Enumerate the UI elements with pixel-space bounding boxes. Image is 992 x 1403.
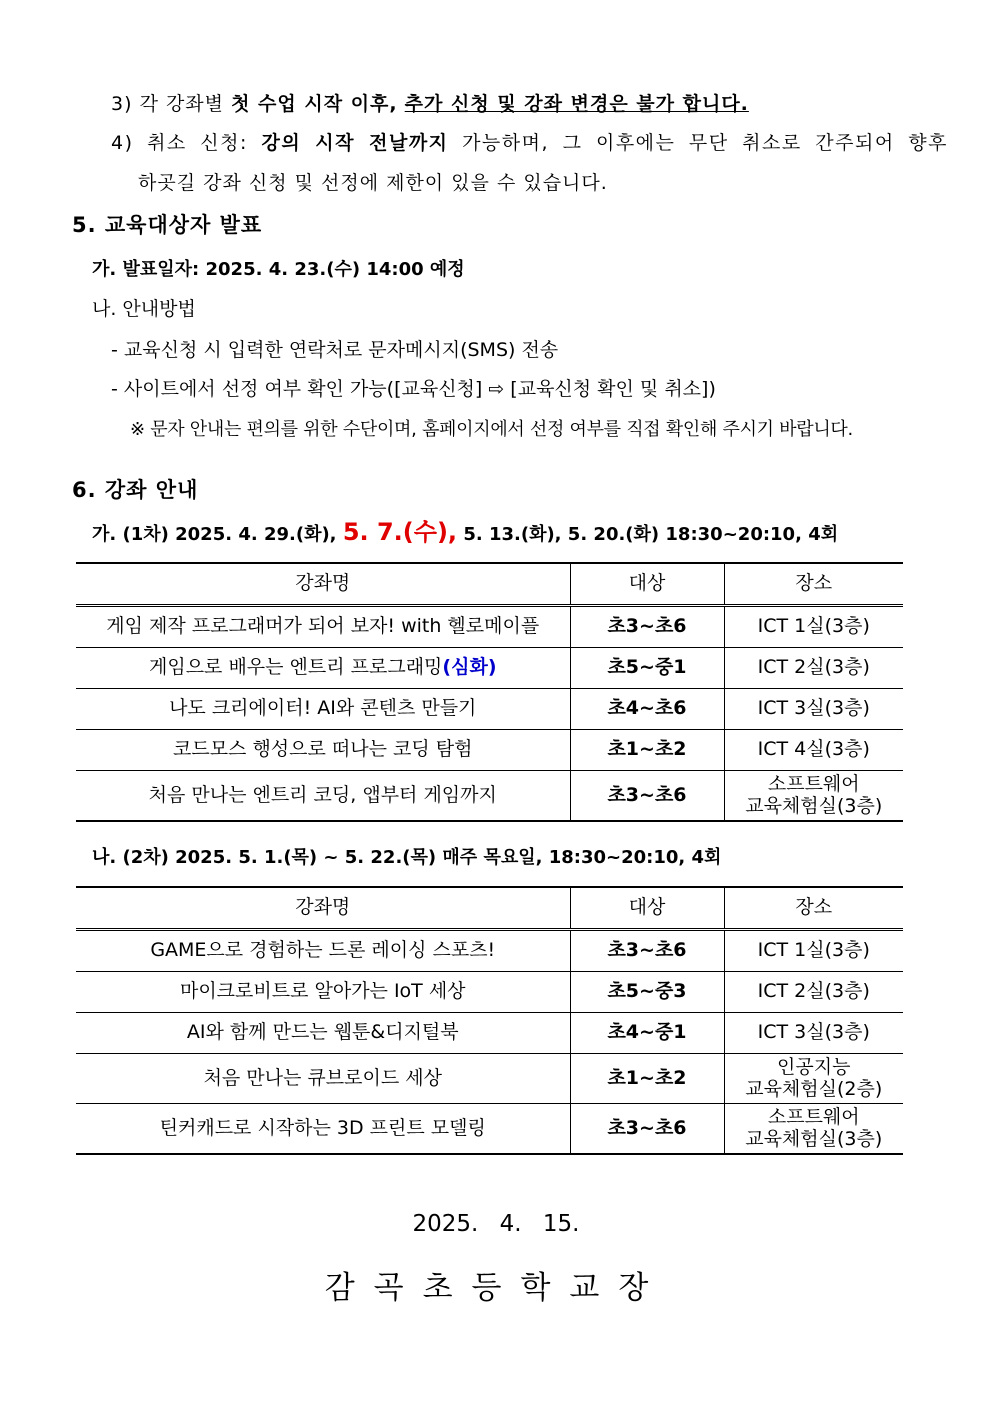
table-row [76, 689, 903, 730]
course-name: GAME으로 경험하는 드론 레이싱 스포츠! [76, 930, 570, 972]
table-row [76, 648, 903, 689]
course-place-line1: 소프트웨어 [767, 1105, 860, 1128]
table-row [76, 972, 903, 1013]
course-place: ICT 3실(3층) [724, 689, 903, 730]
note-item-3 [111, 93, 749, 116]
table-row [76, 1054, 903, 1104]
guide-bullet-site: - 사이트에서 선정 여부 확인 가능([교육신청] ⇨ [교육신청 확인 및 취소]) [111, 378, 716, 400]
note-item-3-number: 3) [111, 93, 133, 115]
note-item-3-text: 각 강좌별 [139, 93, 225, 115]
note-item-4-bold: 강의 시작 전날까지 [261, 132, 449, 154]
announce-date: 가. 발표일자: 2025. 4. 23.(수) 14:00 예정 [92, 259, 465, 280]
note-item-4-line2: 하곳길 강좌 신청 및 선정에 제한이 있을 수 있습니다. [138, 172, 608, 194]
note-item-4-post: 가능하며, 그 이후에는 무단 취소로 간주되어 향후 [462, 132, 948, 154]
school-principal-signature: 감곡초등학교장 [324, 1270, 668, 1306]
course-name: 처음 만나는 큐브로이드 세상 [76, 1054, 570, 1104]
round-2-course-table [76, 886, 903, 1155]
note-item-4-pre: 취소 신청: [147, 132, 248, 154]
course-place-line1: 소프트웨어 [767, 772, 860, 795]
round-1-schedule-pre: 가. (1차) 2025. 4. 29.(화), [92, 524, 337, 545]
round-2-schedule: 나. (2차) 2025. 5. 1.(목) ~ 5. 22.(목) 매주 목요일, 18:30~20:10, 4회 [92, 847, 722, 868]
round-1-schedule-post: 5. 13.(화), 5. 20.(화) 18:30~20:10, 4회 [463, 524, 839, 545]
course-target: 초1~초2 [570, 730, 724, 771]
section-5-heading: 5. 교육대상자 발표 [72, 213, 263, 237]
course-place: ICT 2실(3층) [724, 648, 903, 689]
table-row [76, 1104, 903, 1155]
note-item-3-bold: 첫 수업 시작 이후, [231, 93, 398, 115]
course-target: 초4~초6 [570, 689, 724, 730]
course-name: 마이크로비트로 알아가는 IoT 세상 [76, 972, 570, 1013]
course-target: 초5~중3 [570, 972, 724, 1013]
course-name: 코드모스 행성으로 떠나는 코딩 탐험 [76, 730, 570, 771]
table-row [76, 930, 903, 972]
course-name-text: 게임으로 배우는 엔트리 프로그래밍 [148, 656, 443, 679]
course-target: 초3~초6 [570, 1104, 724, 1155]
guide-method-label: 나. 안내방법 [92, 298, 196, 320]
course-target: 초3~초6 [570, 606, 724, 648]
course-name-emphasis: (심화) [442, 656, 497, 679]
guide-bullet-sms: - 교육신청 시 입력한 연락처로 문자메시지(SMS) 전송 [111, 339, 559, 361]
course-place [724, 1054, 903, 1104]
header-place: 장소 [724, 563, 903, 606]
course-place [724, 771, 903, 822]
course-name: 처음 만나는 엔트리 코딩, 앱부터 게임까지 [76, 771, 570, 822]
course-name: AI와 함께 만드는 웹툰&디지털북 [76, 1013, 570, 1054]
table-row [76, 1013, 903, 1054]
course-name: 틴커캐드로 시작하는 3D 프린트 모델링 [76, 1104, 570, 1155]
header-course-name: 강좌명 [76, 887, 570, 930]
note-item-4 [111, 132, 948, 155]
header-target: 대상 [570, 563, 724, 606]
header-target: 대상 [570, 887, 724, 930]
document-date: 2025. 4. 15. [412, 1211, 580, 1237]
table-row [76, 606, 903, 648]
course-name [76, 648, 570, 689]
table-row [76, 730, 903, 771]
round-1-course-table [76, 562, 903, 822]
course-place: ICT 4실(3층) [724, 730, 903, 771]
section-6-heading: 6. 강좌 안내 [72, 478, 199, 502]
header-course-name: 강좌명 [76, 563, 570, 606]
course-place-line2: 교육체험실(3층) [745, 1127, 883, 1150]
round-1-schedule-highlight: 5. 7.(수), [342, 518, 458, 546]
round-1-schedule [92, 518, 838, 547]
course-place: ICT 3실(3층) [724, 1013, 903, 1054]
note-item-4-number: 4) [111, 132, 134, 154]
note-item-3-underline: 추가 신청 및 강좌 변경은 불가 합니다. [404, 93, 749, 115]
header-place: 장소 [724, 887, 903, 930]
course-name: 나도 크리에이터! AI와 콘텐츠 만들기 [76, 689, 570, 730]
table-header-row [76, 887, 903, 930]
course-place-line2: 교육체험실(3층) [745, 794, 883, 817]
course-name: 게임 제작 프로그래머가 되어 보자! with 헬로메이플 [76, 606, 570, 648]
table-header-row [76, 563, 903, 606]
course-target: 초3~초6 [570, 930, 724, 972]
course-place-line2: 교육체험실(2층) [745, 1077, 883, 1100]
course-target: 초1~초2 [570, 1054, 724, 1104]
course-place: ICT 1실(3층) [724, 606, 903, 648]
course-place: ICT 1실(3층) [724, 930, 903, 972]
course-place: ICT 2실(3층) [724, 972, 903, 1013]
course-target: 초4~중1 [570, 1013, 724, 1054]
course-place [724, 1104, 903, 1155]
table-row [76, 771, 903, 822]
course-place-line1: 인공지능 [777, 1055, 851, 1078]
guide-note: ※ 문자 안내는 편의를 위한 수단이며, 홈페이지에서 선정 여부를 직접 확인해 주시기 바랍니다. [130, 419, 853, 440]
course-target: 초3~초6 [570, 771, 724, 822]
course-target: 초5~중1 [570, 648, 724, 689]
